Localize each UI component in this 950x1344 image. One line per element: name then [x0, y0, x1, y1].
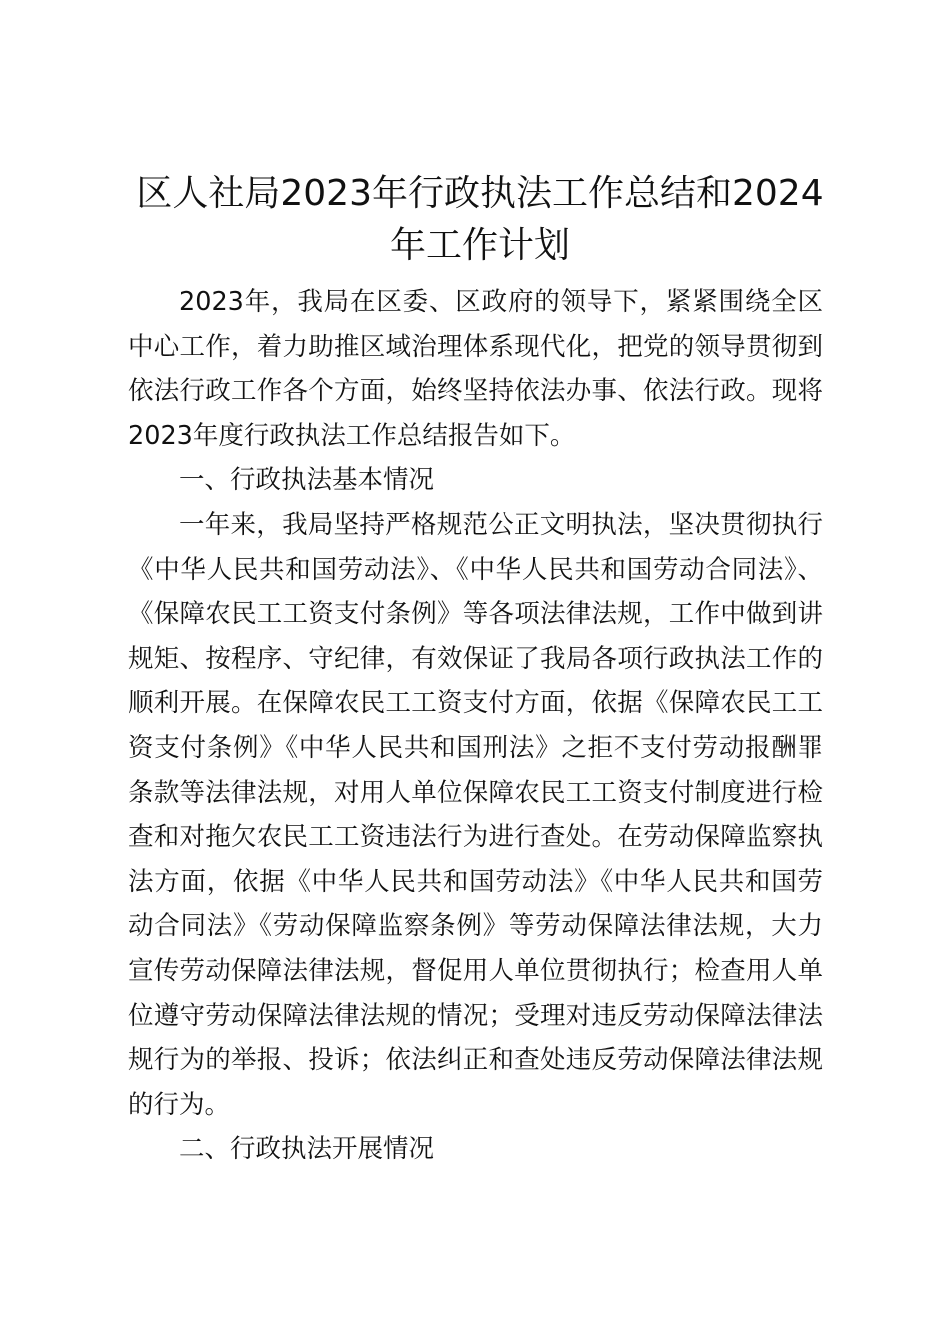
- intro-paragraph: 2023年，我局在区委、区政府的领导下，紧紧围绕全区中心工作，着力助推区域治理体系现代化，把党的领导贯彻到依法行政工作各个方面，始终坚持依法办事、依法行政。现将2023年度行政执法工作总结报告如下。: [128, 287, 823, 451]
- document-body: [128, 280, 823, 1172]
- section-1-paragraph: 一年来，我局坚持严格规范公正文明执法，坚决贯彻执行《中华人民共和国劳动法》、《中华人民共和国劳动合同法》、《保障农民工工资支付条例》等各项法律法规，工作中做到讲规矩、按程序、守纪律，有效保证了我局各项行政执法工作的顺利开展。在保障农民工工资支付方面，依据《保障农民工工资支付条例》《中华人民共和国刑法》之拒不支付劳动报酬罪条款等法律法规，对用人单位保障农民工工资支付制度进行检查和对拖欠农民工工资违法行为进行查处。在劳动保障监察执法方面，依据《中华人民共和国劳动法》《中华人民共和国劳动合同法》《劳动保障监察条例》等劳动保障法律法规，大力宣传劳动保障法律法规，督促用人单位贯彻执行；检查用人单位遵守劳动保障法律法规的情况；受理对违反劳动保障法律法规行为的举报、投诉；依法纠正和查处违反劳动保障法律法规的行为。: [128, 509, 823, 1120]
- section-2-heading: 二、行政执法开展情况: [179, 1134, 435, 1165]
- section-1-heading: 一、行政执法基本情况: [179, 465, 435, 496]
- document-title: 区人社局2023年行政执法工作总结和2024年工作计划: [136, 173, 824, 266]
